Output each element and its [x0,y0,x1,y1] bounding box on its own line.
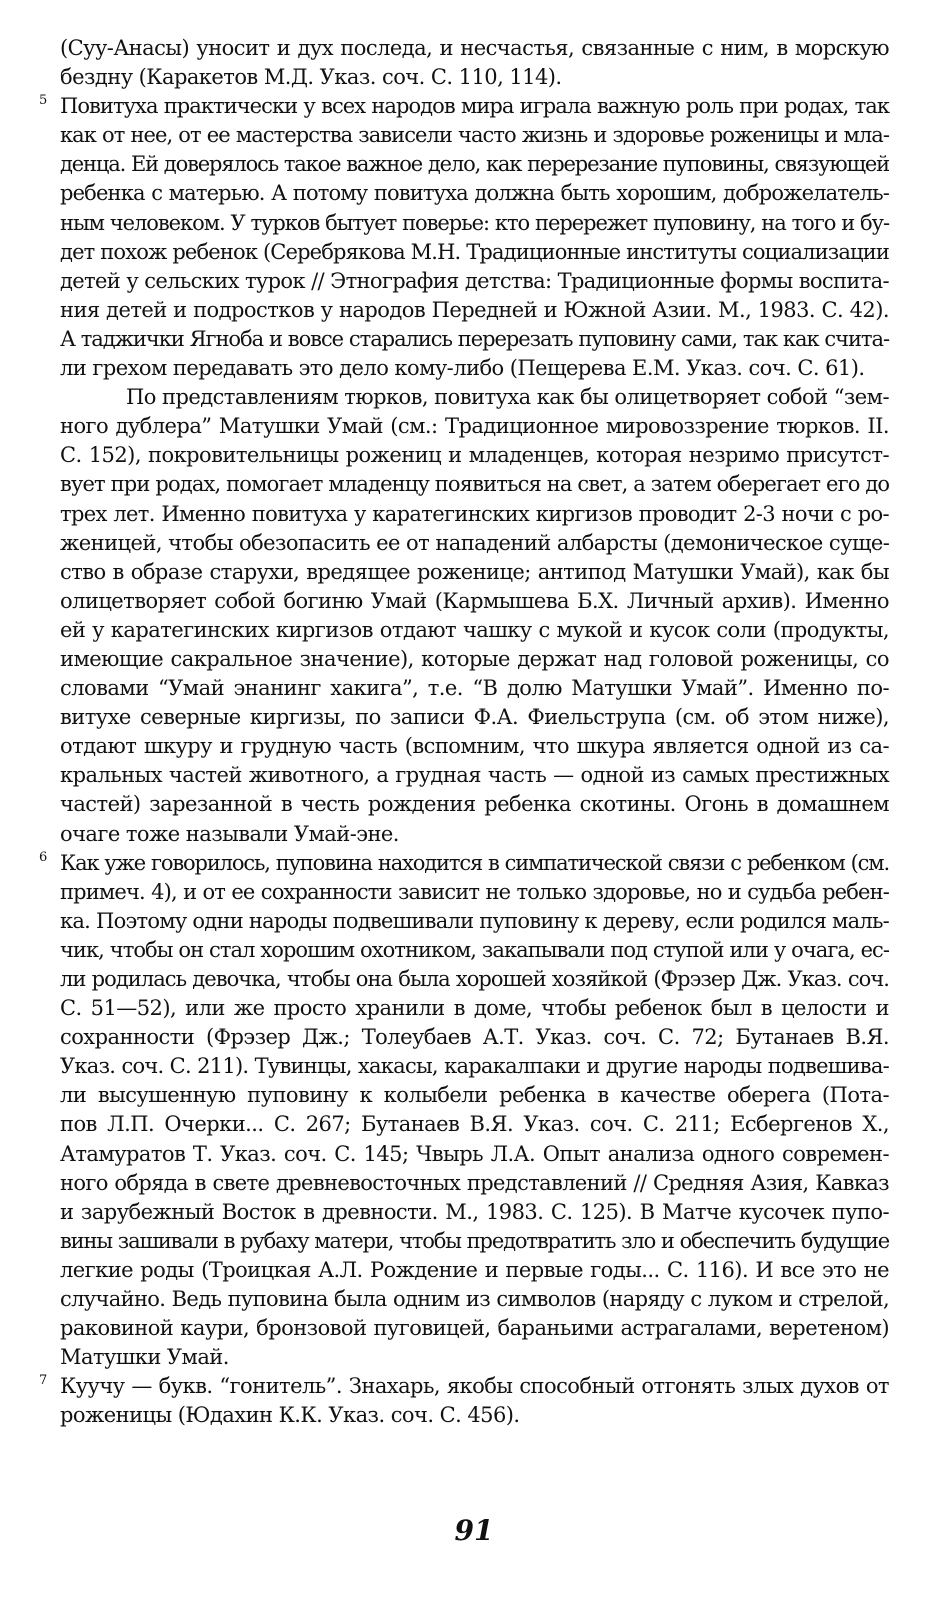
text-line: частей) зарезанной в честь рождения ребенка скотины. Огонь в домашнем [60,792,889,817]
text-line: витухе северные киргизы, по записи Ф.А. Фиельструпа (см. об этом ниже), [60,705,889,730]
text-line: отдают шкуру и грудную часть (вспомним, что шкура является одной из са- [60,734,889,759]
text-line: С. 152), покровительницы рожениц и младенцев, которая незримо присутст- [60,443,889,468]
text-line: ного дублера” Матушки Умай (см.: Традиционное мировоззрение тюрков. II. [60,414,889,439]
text-line: По представлениям тюрков, повитуха как бы олицетворяет собой “зем- [126,385,889,410]
text-line: ния детей и подростков у народов Передней и Южной Азии. М., 1983. С. 42). [60,297,889,322]
text-line: кральных частей животного, а грудная часть — одной из самых престижных [60,763,889,788]
text-line: Куучу — букв. “гонитель”. Знахарь, якобы способный отгонять злых духов от [60,1374,889,1399]
text-line: ли высушенную пуповину к колыбели ребенка в качестве оберега (Пота- [60,1083,889,1108]
footnote-marker: 6 [39,849,48,865]
text-line: ным человеком. У турков бытует поверье: кто перережет пуповину, на того и бу- [60,210,889,235]
footnote-5-paragraph-2 [60,383,889,849]
text-line: олицетворяет собой богиню Умай (Кармышева Б.Х. Личный архив). Именно [60,588,889,613]
text-line: и зарубежный Восток в древности. М., 1983. С. 125). В Матче кусочек пупо- [60,1199,889,1224]
text-line: детей у сельских турок // Этнография детства: Традиционные формы воспита- [60,268,889,293]
text-line: ли грехом передавать это дело кому-либо (Пещерева Е.М. Указ. соч. С. 61). [60,356,865,381]
text-line: раковиной каури, бронзовой пуговицей, бараньими астрагалами, веретеном) [60,1316,889,1341]
text-line: словами “Умай энанинг хакига”, т.е. “В долю Матушки Умай”. Именно по- [60,676,889,701]
text-line: сохранности (Фрэзер Дж.; Толеубаев А.Т. Указ. соч. С. 72; Бутанаев В.Я. [60,1025,889,1050]
text-line: Как уже говорилось, пуповина находится в симпатической связи с ребенком (см. [60,850,889,875]
text-line: легкие роды (Троицкая А.Л. Рождение и первые годы... С. 116). И все это не [60,1257,889,1282]
text-line: Указ. соч. С. 211). Тувинцы, хакасы, каракалпаки и другие народы подвешива- [60,1054,889,1079]
text-line: примеч. 4), и от ее сохранности зависит не только здоровье, но и судьба ребен- [60,879,889,904]
footnote-7 [39,1372,889,1430]
text-line: имеющие сакральное значение), которые держат над головой роженицы, со [60,646,889,671]
text-line: денца. Ей доверялось такое важное дело, как перерезание пуповины, связующей [60,152,889,177]
text-line: вины зашивали в рубаху матери, чтобы предотвратить зло и обеспечить будущие [60,1228,889,1253]
text-line: случайно. Ведь пуповина была одним из символов (наряду с луком и стрелой, [60,1287,889,1312]
page-number: 91 [454,1514,494,1547]
text-line: бездну (Каракетов М.Д. Указ. соч. С. 110, 114). [60,65,562,90]
text-line: ребенка с матерью. А потому повитуха должна быть хорошим, доброжелатель- [60,181,889,206]
text-line: ка. Поэтому одни народы подвешивали пуповину к дереву, если родился маль- [60,908,889,933]
text-line: ного обряда в свете древневосточных представлений // Средняя Азия, Кавказ [60,1170,889,1195]
paragraph-continuation [60,34,889,92]
text-line: дет похож ребенок (Серебрякова М.Н. Традиционные институты социализации [60,239,889,264]
text-line: Повитуха практически у всех народов мира играла важную роль при родах, так [60,94,889,119]
text-line: А таджички Ягноба и вовсе старались перерезать пуповину сами, так как счита- [60,326,889,351]
text-line: ли родилась девочка, чтобы она была хорошей хозяйкой (Фрэзер Дж. Указ. соч. [60,967,889,991]
page-body [39,34,890,1431]
text-line: пов Л.П. Очерки... С. 267; Бутанаев В.Я. Указ. соч. С. 211; Есбергенов Х., [60,1112,889,1137]
text-line: Матушки Умай. [60,1345,229,1370]
text-line: чик, чтобы он стал хорошим охотником, закапывали под ступой или у очага, ес- [60,937,889,962]
footnote-marker: 5 [39,93,48,109]
text-line: роженицы (Юдахин К.К. Указ. соч. С. 456). [60,1403,520,1428]
text-line: вует при родах, помогает младенцу появиться на свет, а затем оберегает его до [60,472,890,497]
text-line: трех лет. Именно повитуха у каратегинских киргизов проводит 2-3 ночи с ро- [60,501,889,526]
text-line: Атамуратов Т. Указ. соч. С. 145; Чвырь Л.А. Опыт анализа одного современ- [60,1141,889,1166]
footnote-marker: 7 [39,1373,48,1389]
text-line: (Суу-Анасы) уносит и дух последа, и несчастья, связанные с ним, в морскую [60,36,889,60]
footnote-5 [39,92,889,383]
text-line: ей у каратегинских киргизов отдают чашку с мукой и кусок соли (продукты, [60,617,889,642]
text-line: очаге тоже называли Умай-эне. [60,821,399,846]
text-line: С. 51—52), или же просто хранили в доме, чтобы ребенок был в целости и [60,996,889,1021]
text-line: как от нее, от ее мастерства зависели часто жизнь и здоровье роженицы и мла- [60,123,889,148]
text-line: женицей, чтобы обезопасить ее от нападений албарсты (демоническое суще- [60,530,890,555]
footnote-6 [39,849,889,1373]
text-line: ство в образе старухи, вредящее роженице; антипод Матушки Умай), как бы [60,559,889,584]
